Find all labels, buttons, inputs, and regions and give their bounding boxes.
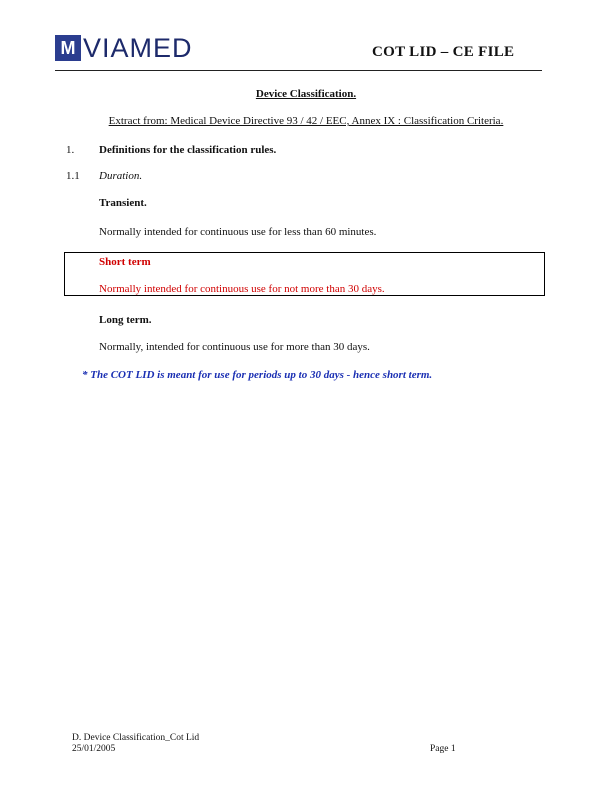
logo-mark — [55, 35, 81, 61]
logo-text: VIAMED — [83, 32, 193, 63]
viamed-logo — [55, 34, 193, 62]
long-term-text: Normally, intended for continuous use for more than 30 days. — [99, 341, 370, 353]
long-term-heading: Long term. — [99, 314, 152, 326]
short-term-heading: Short term — [99, 256, 151, 268]
section-number: 1. — [66, 144, 75, 156]
page-subtitle: Extract from: Medical Device Directive 93 / 42 / EEC, Annex IX : Classification Criteria. — [108, 115, 504, 127]
header-title: COT LID – CE FILE — [372, 44, 515, 60]
page-title: Device Classification. — [255, 88, 357, 100]
short-term-text: Normally intended for continuous use for not more than 30 days. — [99, 283, 385, 295]
classification-note: * The COT LID is meant for use for periods up to 30 days - hence short term. — [82, 369, 433, 381]
footer-page-number: Page 1 — [430, 744, 456, 754]
transient-text: Normally intended for continuous use for less than 60 minutes. — [99, 226, 377, 238]
header-divider — [55, 70, 542, 71]
footer-filename: D. Device Classification_Cot Lid — [72, 733, 200, 743]
footer-date: 25/01/2005 — [72, 744, 116, 754]
subsection-number: 1.1 — [66, 170, 80, 182]
section-heading: Definitions for the classification rules. — [99, 144, 277, 156]
transient-heading: Transient. — [99, 197, 147, 209]
logo-mark-letter: M — [60, 38, 76, 58]
subsection-heading: Duration. — [99, 170, 143, 182]
